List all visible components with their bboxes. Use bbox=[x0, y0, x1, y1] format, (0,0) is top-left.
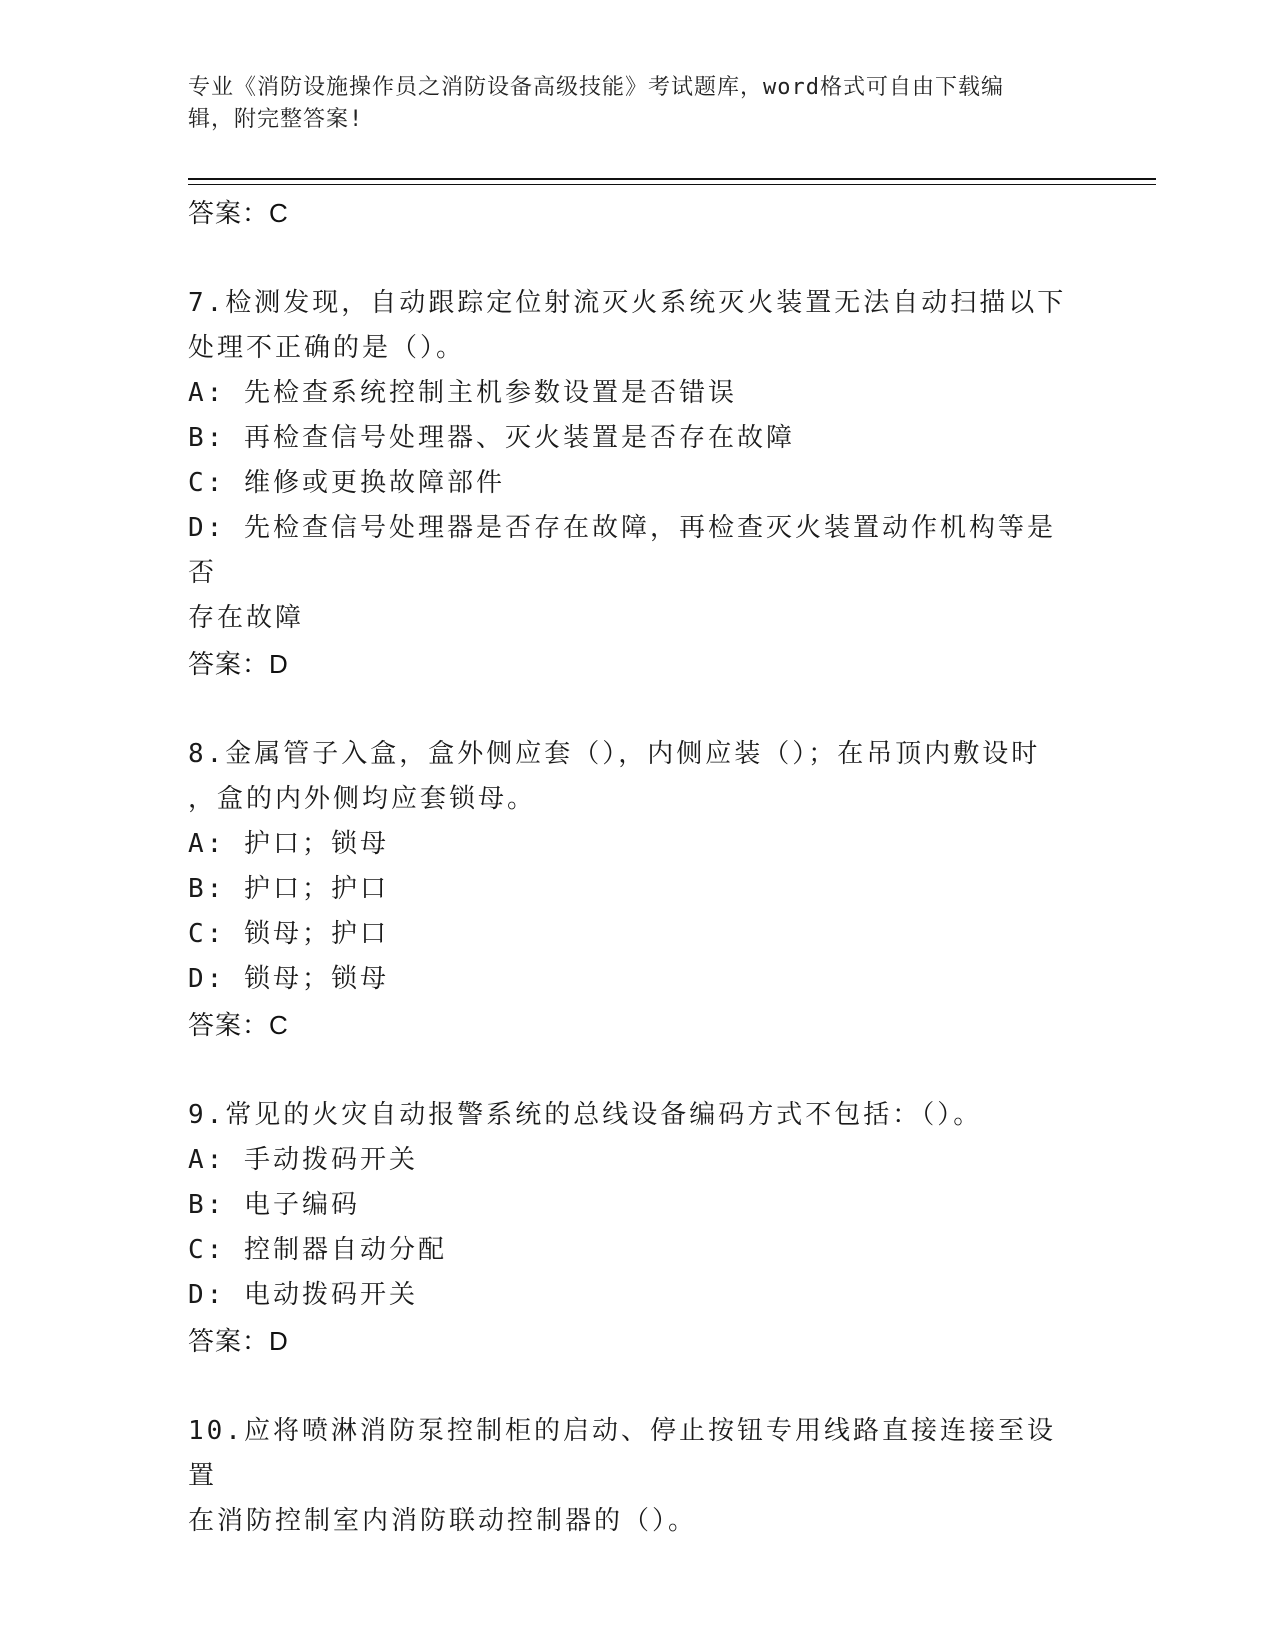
spacer bbox=[188, 1364, 1088, 1409]
question-7 bbox=[188, 281, 1088, 687]
question-stem-continued: 在消防控制室内消防联动控制器的（）。 bbox=[188, 1506, 698, 1536]
answer: 答案：C bbox=[188, 1010, 289, 1040]
spacer bbox=[188, 236, 1088, 281]
option-c: C: 维修或更换故障部件 bbox=[188, 468, 505, 498]
option-b: B: 护口；护口 bbox=[188, 874, 389, 904]
question-stem-continued: ，盒的内外侧均应套锁母。 bbox=[188, 784, 537, 814]
header-line-2: 辑，附完整答案! bbox=[188, 107, 364, 132]
option-d-continued: 存在故障 bbox=[188, 603, 305, 633]
answer: 答案：D bbox=[188, 649, 289, 679]
option-b: B: 电子编码 bbox=[188, 1190, 360, 1220]
spacer bbox=[188, 1048, 1088, 1093]
option-c: C: 控制器自动分配 bbox=[188, 1235, 447, 1265]
option-a: A: 先检查系统控制主机参数设置是否错误 bbox=[188, 378, 737, 408]
option-d: D: 先检查信号处理器是否存在故障，再检查灭火装置动作机构等是否 bbox=[188, 513, 1056, 588]
option-a: A: 手动拨码开关 bbox=[188, 1145, 418, 1175]
option-c: C: 锁母；护口 bbox=[188, 919, 389, 949]
question-stem: 8.金属管子入盒，盒外侧应套（），内侧应装（）；在吊顶内敷设时 bbox=[188, 739, 1041, 769]
question-stem: 7.检测发现，自动跟踪定位射流灭火系统灭火装置无法自动扫描以下 bbox=[188, 288, 1067, 318]
option-d: D: 锁母；锁母 bbox=[188, 964, 389, 994]
header-line-1: 专业《消防设施操作员之消防设备高级技能》考试题库，word格式可自由下载编 bbox=[188, 75, 1004, 100]
spacer bbox=[188, 687, 1088, 732]
question-stem: 10.应将喷淋消防泵控制柜的启动、停止按钮专用线路直接连接至设置 bbox=[188, 1416, 1056, 1491]
question-list bbox=[188, 190, 1088, 1544]
question-9 bbox=[188, 1093, 1088, 1364]
document-header bbox=[188, 72, 1068, 136]
previous-answer: 答案：C bbox=[188, 198, 289, 228]
question-stem-continued: 处理不正确的是（）。 bbox=[188, 333, 466, 363]
answer: 答案：D bbox=[188, 1326, 289, 1356]
header-divider-thick bbox=[188, 178, 1156, 180]
option-d: D: 电动拨码开关 bbox=[188, 1280, 418, 1310]
option-a: A: 护口；锁母 bbox=[188, 829, 389, 859]
question-stem: 9.常见的火灾自动报警系统的总线设备编码方式不包括：（）。 bbox=[188, 1100, 983, 1130]
header-divider-thin bbox=[188, 184, 1156, 185]
option-b: B: 再检查信号处理器、灭火装置是否存在故障 bbox=[188, 423, 795, 453]
question-10 bbox=[188, 1409, 1088, 1544]
question-8 bbox=[188, 732, 1088, 1048]
